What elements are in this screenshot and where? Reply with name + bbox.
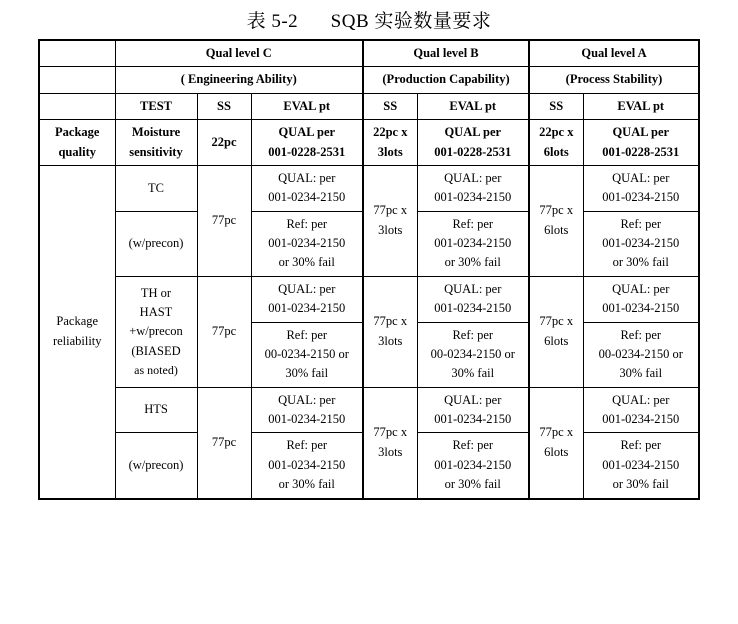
group-line-1: Package bbox=[55, 125, 100, 140]
eval-a-hts-bottom bbox=[583, 433, 699, 499]
table-row bbox=[39, 387, 699, 433]
eval-a-moisture-line-2: 001-0228-2531 bbox=[602, 144, 680, 159]
test-th-line-1: TH or bbox=[140, 285, 172, 300]
ss-a-th bbox=[529, 276, 583, 387]
eval-a-moisture-line-1: QUAL per bbox=[612, 125, 670, 140]
ss-a-tc-line-1: 77pc x bbox=[539, 203, 574, 218]
eval-b-tc-bottom bbox=[417, 211, 529, 276]
ss-a-tc bbox=[529, 165, 583, 276]
table-row bbox=[39, 165, 699, 211]
eval-a-tc-bottom bbox=[583, 211, 699, 276]
test-th-line-5: as noted) bbox=[134, 363, 178, 378]
eval-b-moisture-line-1: QUAL per bbox=[444, 125, 502, 140]
eval-b-th-top-line-2: 001-0234-2150 bbox=[434, 301, 512, 316]
test-line-1: Moisture bbox=[131, 125, 181, 140]
eval-c-th-bottom bbox=[251, 322, 363, 387]
ss-b-tc bbox=[363, 165, 417, 276]
eval-c-hts-top bbox=[251, 387, 363, 433]
eval-a-th-top-line-1: QUAL: per bbox=[612, 281, 670, 296]
eval-b-th-bottom-line-2: 00-0234-2150 or bbox=[430, 346, 515, 361]
ss-b-hts-line-2: 3lots bbox=[378, 444, 403, 459]
eval-c-th-top-line-2: 001-0234-2150 bbox=[268, 301, 346, 316]
eval-b-moisture-line-2: 001-0228-2531 bbox=[434, 144, 512, 159]
eval-a-tc-top-line-1: QUAL: per bbox=[612, 170, 670, 185]
ss-b-moisture-line-2: 3lots bbox=[377, 144, 403, 159]
test-th-line-2: HAST bbox=[139, 305, 173, 320]
eval-a-tc-bottom-line-3: or 30% fail bbox=[612, 255, 669, 270]
caption-number: 表 5-2 bbox=[246, 11, 299, 32]
test-th-line-3: +w/precon bbox=[129, 324, 183, 339]
header-ss-b: SS bbox=[363, 93, 417, 119]
test-th-line-4: (BIASED bbox=[131, 343, 181, 358]
header-row-sublabels bbox=[39, 67, 699, 93]
eval-a-hts-top-line-1: QUAL: per bbox=[612, 392, 670, 407]
eval-a-th-bottom bbox=[583, 322, 699, 387]
eval-c-th-bottom-line-3: 30% fail bbox=[285, 366, 329, 381]
ss-a-th-line-2: 6lots bbox=[544, 333, 569, 348]
eval-a-th-top-line-2: 001-0234-2150 bbox=[602, 301, 680, 316]
eval-a-th-top bbox=[583, 276, 699, 322]
test-line-2: sensitivity bbox=[129, 144, 183, 159]
eval-c-th-bottom-line-2: 00-0234-2150 or bbox=[264, 346, 349, 361]
eval-a-tc-bottom-line-2: 001-0234-2150 bbox=[602, 236, 680, 250]
eval-b-th-bottom-line-3: 30% fail bbox=[451, 366, 495, 381]
ss-a-hts-line-2: 6lots bbox=[544, 444, 569, 459]
eval-a-hts-bottom-line-1: Ref: per bbox=[620, 438, 662, 453]
eval-b-tc-bottom-line-2: 001-0234-2150 bbox=[434, 236, 512, 250]
ss-b-moisture bbox=[363, 120, 417, 166]
eval-a-hts-bottom-line-2: 001-0234-2150 bbox=[602, 457, 680, 472]
eval-a-th-bottom-line-3: 30% fail bbox=[619, 366, 663, 381]
group-rel-line-1: Package bbox=[56, 314, 99, 329]
eval-c-hts-bottom-line-1: Ref: per bbox=[286, 438, 328, 453]
eval-b-tc-bottom-line-3: or 30% fail bbox=[444, 255, 501, 270]
eval-b-hts-bottom bbox=[417, 433, 529, 499]
ss-b-th-line-1: 77pc x bbox=[373, 314, 408, 329]
ss-c-hts: 77pc bbox=[197, 387, 251, 498]
ss-b-tc-line-2: 3lots bbox=[378, 222, 403, 237]
ss-a-tc-line-2: 6lots bbox=[544, 222, 569, 237]
ss-b-tc-line-1: 77pc x bbox=[373, 203, 408, 218]
ss-b-th-line-2: 3lots bbox=[378, 333, 403, 348]
eval-a-th-bottom-line-1: Ref: per bbox=[620, 327, 662, 342]
eval-c-tc-top-line-2: 001-0234-2150 bbox=[268, 190, 346, 205]
header-eval-b: EVAL pt bbox=[417, 93, 529, 119]
eval-a-moisture bbox=[583, 120, 699, 166]
header-test: TEST bbox=[115, 93, 197, 119]
eval-b-hts-top-line-1: QUAL: per bbox=[444, 392, 502, 407]
eval-b-tc-top-line-1: QUAL: per bbox=[444, 170, 502, 185]
eval-c-tc-top-line-1: QUAL: per bbox=[278, 170, 336, 185]
header-sub-b: (Production Capability) bbox=[363, 67, 529, 93]
test-hts: HTS bbox=[115, 387, 197, 433]
test-hts-precon: (w/precon) bbox=[115, 433, 197, 499]
sqb-requirements-table bbox=[38, 39, 700, 500]
ss-c-moisture-line-1: 22pc bbox=[211, 134, 237, 149]
test-tc: TC bbox=[115, 165, 197, 211]
eval-b-hts-bottom-line-1: Ref: per bbox=[452, 438, 494, 453]
eval-c-tc-bottom-line-3: or 30% fail bbox=[278, 255, 335, 270]
eval-a-hts-top bbox=[583, 387, 699, 433]
header-blank-cell-2 bbox=[39, 67, 115, 93]
eval-c-hts-bottom-line-2: 001-0234-2150 bbox=[268, 457, 346, 472]
header-blank-cell bbox=[39, 40, 115, 67]
eval-a-hts-top-line-2: 001-0234-2150 bbox=[602, 412, 680, 426]
eval-c-tc-bottom bbox=[251, 211, 363, 276]
eval-c-hts-bottom bbox=[251, 433, 363, 499]
eval-b-tc-bottom-line-1: Ref: per bbox=[452, 216, 494, 231]
eval-c-hts-top-line-2: 001-0234-2150 bbox=[268, 412, 346, 426]
eval-c-th-bottom-line-1: Ref: per bbox=[286, 327, 328, 342]
eval-c-th-top-line-1: QUAL: per bbox=[278, 281, 336, 296]
eval-c-hts-bottom-line-3: or 30% fail bbox=[278, 477, 335, 492]
eval-c-th-top bbox=[251, 276, 363, 322]
eval-b-hts-top-line-2: 001-0234-2150 bbox=[434, 412, 512, 426]
header-qual-level-a: Qual level A bbox=[529, 40, 699, 67]
caption-title: SQB 实验数量要求 bbox=[330, 11, 492, 32]
eval-b-hts-bottom-line-2: 001-0234-2150 bbox=[434, 457, 512, 472]
eval-b-th-top-line-1: QUAL: per bbox=[444, 281, 502, 296]
ss-a-moisture-line-2: 6lots bbox=[543, 144, 569, 159]
eval-b-th-bottom bbox=[417, 322, 529, 387]
eval-c-moisture bbox=[251, 120, 363, 166]
header-ss-a: SS bbox=[529, 93, 583, 119]
eval-b-tc-top bbox=[417, 165, 529, 211]
eval-c-tc-top bbox=[251, 165, 363, 211]
group-package-quality bbox=[39, 120, 115, 166]
header-sub-c: ( Engineering Ability) bbox=[115, 67, 363, 93]
eval-a-th-bottom-line-2: 00-0234-2150 or bbox=[598, 346, 683, 361]
test-tc-precon: (w/precon) bbox=[115, 211, 197, 276]
header-blank-cell-3 bbox=[39, 93, 115, 119]
ss-b-moisture-line-1: 22pc x bbox=[373, 125, 408, 140]
eval-c-moisture-line-1: QUAL per bbox=[278, 125, 336, 140]
group-line-2: quality bbox=[58, 144, 96, 159]
header-qual-level-c: Qual level C bbox=[115, 40, 363, 67]
eval-a-hts-bottom-line-3: or 30% fail bbox=[612, 477, 669, 492]
table-row bbox=[39, 276, 699, 322]
header-eval-c: EVAL pt bbox=[251, 93, 363, 119]
ss-a-moisture bbox=[529, 120, 583, 166]
eval-b-hts-top bbox=[417, 387, 529, 433]
ss-b-hts bbox=[363, 387, 417, 498]
eval-a-tc-top bbox=[583, 165, 699, 211]
ss-c-moisture bbox=[197, 120, 251, 166]
table-caption bbox=[0, 0, 738, 39]
header-ss-c: SS bbox=[197, 93, 251, 119]
ss-c-th: 77pc bbox=[197, 276, 251, 387]
header-eval-a: EVAL pt bbox=[583, 93, 699, 119]
ss-a-moisture-line-1: 22pc x bbox=[539, 125, 574, 140]
ss-a-th-line-1: 77pc x bbox=[539, 314, 574, 329]
header-qual-level-b: Qual level B bbox=[363, 40, 529, 67]
eval-b-hts-bottom-line-3: or 30% fail bbox=[444, 477, 501, 492]
eval-b-moisture bbox=[417, 120, 529, 166]
eval-a-tc-top-line-2: 001-0234-2150 bbox=[602, 190, 680, 205]
eval-c-hts-top-line-1: QUAL: per bbox=[278, 392, 336, 407]
eval-b-th-bottom-line-1: Ref: per bbox=[452, 327, 494, 342]
eval-b-tc-top-line-2: 001-0234-2150 bbox=[434, 190, 512, 205]
header-sub-a: (Process Stability) bbox=[529, 67, 699, 93]
ss-a-hts bbox=[529, 387, 583, 498]
eval-a-tc-bottom-line-1: Ref: per bbox=[620, 216, 662, 231]
ss-b-hts-line-1: 77pc x bbox=[373, 425, 408, 440]
group-package-reliability bbox=[39, 165, 115, 498]
group-rel-line-2: reliability bbox=[52, 333, 102, 348]
header-row-levels bbox=[39, 40, 699, 67]
eval-c-moisture-line-2: 001-0228-2531 bbox=[268, 144, 346, 159]
ss-a-hts-line-1: 77pc x bbox=[539, 425, 574, 440]
eval-b-th-top bbox=[417, 276, 529, 322]
eval-c-tc-bottom-line-1: Ref: per bbox=[286, 216, 328, 231]
ss-c-tc: 77pc bbox=[197, 165, 251, 276]
eval-c-tc-bottom-line-2: 001-0234-2150 bbox=[268, 236, 346, 250]
header-row-columns bbox=[39, 93, 699, 119]
test-moisture-sensitivity bbox=[115, 120, 197, 166]
ss-b-th bbox=[363, 276, 417, 387]
test-th-hast bbox=[115, 276, 197, 387]
